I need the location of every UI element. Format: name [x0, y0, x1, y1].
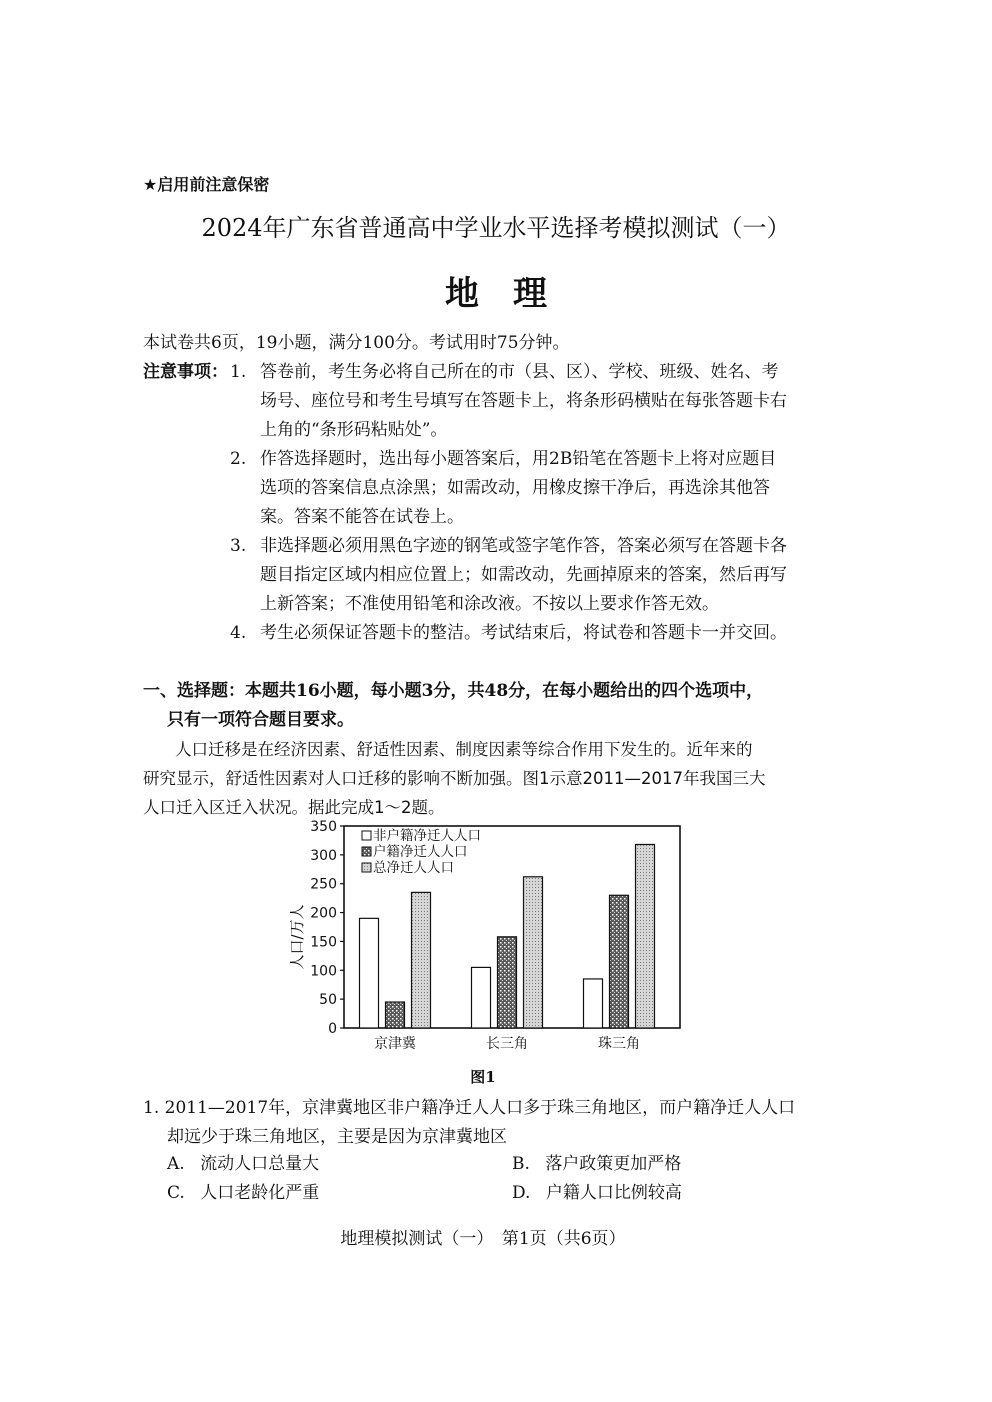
question-stem-line-1: 1. 2011—2017年，京津冀地区非户籍净迁人人口多于珠三角地区，而户籍净迁人人口	[143, 1098, 796, 1118]
option-text: 流动人口总量大	[200, 1154, 320, 1174]
y-tick-label: 350	[310, 819, 337, 835]
bar	[472, 967, 491, 1028]
notice-item-1	[230, 358, 830, 445]
question-1	[143, 1094, 843, 1152]
notice-label: 注意事项：	[143, 362, 228, 382]
figure-caption: 图1	[470, 1068, 496, 1086]
bar	[360, 918, 379, 1028]
y-axis-label: 人口/万人	[288, 904, 306, 970]
notice-line: 上新答案；不准使用铅笔和涂改液。不按以上要求作答无效。	[260, 594, 719, 614]
section-line-2: 只有一项符合题目要求。	[167, 710, 354, 730]
y-tick-label: 300	[310, 847, 337, 864]
notice-line: 上角的“条形码粘贴处”。	[260, 420, 448, 440]
bar	[412, 892, 431, 1028]
option-a[interactable]	[167, 1150, 319, 1179]
section-heading	[143, 677, 843, 735]
confidential-notice: ★启用前注意保密	[143, 175, 270, 194]
notice-line: 选项的答案信息点涂黑；如需改动，用橡皮擦干净后，再选涂其他答	[260, 478, 770, 498]
option-text: 落户政策更加严格	[545, 1154, 682, 1174]
option-d[interactable]	[512, 1179, 682, 1208]
y-tick-label: 250	[310, 876, 337, 893]
bar	[610, 895, 629, 1028]
passage-line-1: 人口迁移是在经济因素、舒适性因素、制度因素等综合作用下发生的。近年来的	[175, 740, 753, 759]
passage-line-3: 人口迁入区迁入状况。据此完成1～2题。	[143, 798, 445, 817]
question-stem-line-2: 却远少于珠三角地区，主要是因为京津冀地区	[167, 1127, 507, 1147]
exam-title: 2024年广东省普通高中学业水平选择考模拟测试（一）	[201, 214, 791, 242]
subject-title: 地理	[445, 274, 581, 314]
page-footer: 地理模拟测试（一） 第1页（共6页）	[340, 1229, 626, 1249]
notice-number: 1.	[230, 362, 247, 382]
legend-label: 户籍净迁人人口	[373, 844, 468, 860]
bar	[584, 979, 603, 1028]
notice-number: 3.	[230, 536, 247, 556]
legend-swatch	[362, 847, 371, 856]
passage-line-2: 研究显示，舒适性因素对人口迁移的影响不断加强。图1示意2011—2017年我国三大	[143, 769, 766, 788]
notice-number: 2.	[230, 449, 247, 469]
option-c[interactable]	[167, 1179, 319, 1208]
legend-swatch	[362, 831, 371, 840]
option-key: A.	[167, 1154, 185, 1174]
legend-label: 总净迁人人口	[373, 860, 454, 876]
option-key: D.	[512, 1183, 531, 1203]
y-tick-label: 0	[328, 1021, 337, 1037]
x-category-label: 长三角	[486, 1036, 528, 1052]
notice-item-4	[230, 619, 830, 648]
option-b[interactable]	[512, 1150, 681, 1179]
notice-line: 非选择题必须用黑色字迹的钢笔或签字笔作答，答案必须写在答题卡各	[260, 536, 787, 556]
notice-item-2	[230, 445, 830, 532]
bar	[498, 937, 517, 1028]
x-category-label: 京津冀	[374, 1036, 416, 1052]
legend-swatch	[362, 863, 371, 872]
notice-line: 场号、座位号和考生号填写在答题卡上，将条形码横贴在每张答题卡右	[260, 391, 787, 411]
notice-item-3	[230, 532, 830, 619]
notice-line: 作答选择题时，选出每小题答案后，用2B铅笔在答题卡上将对应题目	[260, 449, 777, 469]
y-tick-label: 200	[310, 905, 337, 922]
bar	[636, 844, 655, 1028]
option-key: C.	[167, 1183, 185, 1203]
exam-intro: 本试卷共6页，19小题，满分100分。考试用时75分钟。	[143, 333, 570, 353]
notice-line: 考生必须保证答题卡的整洁。考试结束后，将试卷和答题卡一并交回。	[260, 623, 787, 643]
y-tick-label: 150	[310, 934, 337, 951]
bar	[524, 877, 543, 1028]
notice-line: 案。答案不能答在试卷上。	[260, 507, 464, 527]
notice-line: 答卷前，考生务必将自己所在的市（县、区）、学校、班级、姓名、考	[260, 362, 779, 382]
bar	[386, 1002, 405, 1028]
option-text: 户籍人口比例较高	[545, 1183, 682, 1203]
population-chart	[280, 818, 700, 1063]
y-tick-label: 100	[310, 963, 337, 980]
legend-label: 非户籍净迁人人口	[373, 828, 481, 844]
option-key: B.	[512, 1154, 530, 1174]
notice-line: 题目指定区域内相应位置上；如需改动，先画掉原来的答案，然后再写	[260, 565, 787, 585]
y-tick-label: 50	[319, 992, 337, 1009]
section-line-1: 一、选择题：本题共16小题，每小题3分，共48分，在每小题给出的四个选项中，	[143, 681, 764, 701]
reading-passage	[143, 735, 843, 822]
x-category-label: 珠三角	[598, 1036, 640, 1052]
option-text: 人口老龄化严重	[200, 1183, 320, 1203]
notice-number: 4.	[230, 623, 247, 643]
